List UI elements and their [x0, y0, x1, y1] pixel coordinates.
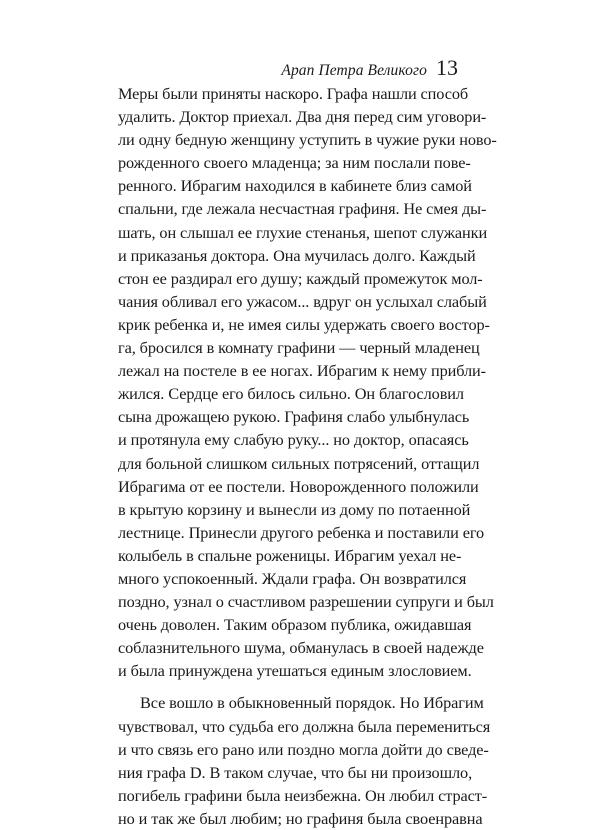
text-line: и протянула ему слабую руку... но доктор, опасаясь [118, 430, 469, 450]
text-line: рожденного своего младенца; за ним послали пове- [118, 153, 471, 173]
text-line: в крытую корзину и вынесли из дому по потаенной [118, 499, 471, 519]
text-line: но и так же был любим; но графиня была своенравна [118, 808, 483, 828]
text-line: и приказанья доктора. Она мучилась долго. Каждый [118, 245, 476, 265]
running-title: Арап Петра Великого [281, 62, 427, 79]
text-line: для больной слишком сильных потрясений, оттащил [118, 453, 480, 473]
text-line: лестнице. Принесли другого ребенка и поставили его [118, 522, 485, 542]
paragraph-1 [118, 82, 497, 682]
text-line: лежал на постеле в ее ногах. Ибрагим к нему прибли- [118, 361, 486, 381]
text-line: Ибрагима от ее постели. Новорожденного положили [118, 476, 479, 496]
text-line: крик ребенка и, не имея силы удержать своего востор- [118, 314, 490, 334]
text-line: поздно, узнал о счастливом разрешении супруги и был [118, 592, 494, 612]
text-line: погибель графини была неизбежна. Он любил страст- [118, 785, 488, 805]
page-number: 13 [436, 55, 458, 80]
text-line: очень доволен. Таким образом публика, ожидавшая [118, 615, 472, 635]
text-line: шать, он слышал ее глухие стенанья, шепот служанки [118, 222, 488, 242]
text-line: удалить. Доктор приехал. Два дня перед сим уговори- [118, 107, 487, 127]
text-line: га, бросился в комнату графини — черный младенец [118, 338, 480, 358]
text-line: сына дрожащею рукою. Графиня слабо улыбнулась [118, 407, 470, 427]
paragraph-spacer [118, 682, 459, 691]
text-line: колыбель в спальне роженицы. Ибрагим уехал не- [118, 545, 462, 565]
text-line: чания обливал его ужасом... вдруг он услыхал слабый [118, 291, 487, 311]
text-line: соблазнительного шума, обманулась в своей надежде [118, 638, 484, 658]
text-line: много успокоенный. Ждали графа. Он возвратился [118, 568, 467, 588]
text-line: и что связь его рано или поздно могла дойти до сведе- [118, 739, 489, 759]
text-line: стон ее раздирал его душу; каждый промежуток мол- [118, 268, 483, 288]
text-line: жился. Сердце его билось сильно. Он благословил [118, 384, 464, 404]
text-line: ли одну бедную женщину уступить в чужие руки ново- [118, 130, 497, 150]
text-line: ренного. Ибрагим находился в кабинете близ самой [118, 176, 472, 196]
body-text [118, 82, 497, 830]
text-line: и была принуждена утешаться единым злословием. [118, 661, 472, 681]
text-line: спальни, где лежала несчастная графиня. Не смея ды- [118, 199, 487, 219]
text-line: Меры были приняты наскоро. Графа нашли способ [118, 84, 469, 103]
text-line: ния графа D. В таком случае, что бы ни произошло, [118, 762, 473, 782]
text-line: чувствовал, что судьба его должна была перемениться [118, 716, 491, 736]
text-line: Все вошло в обыкновенный порядок. Но Ибрагим [140, 693, 484, 713]
running-head [281, 57, 458, 80]
paragraph-2 [118, 691, 491, 830]
